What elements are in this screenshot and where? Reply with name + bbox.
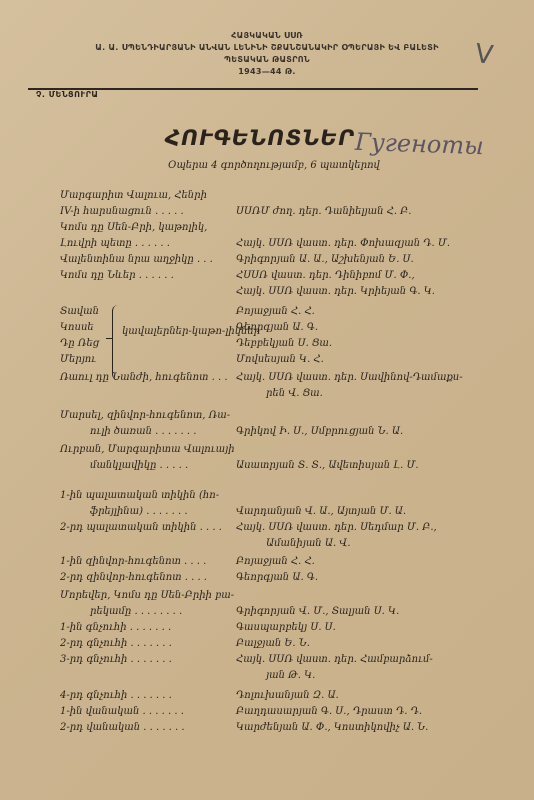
cast-actor: Գասպարբեկյ Ս. Ս. (236, 622, 336, 633)
cast-actor: Բոյաջյան Հ. Հ. (236, 556, 315, 567)
cast-role: րեկամը . . . . . . . . (90, 606, 183, 617)
cast-role: 4-րդ գնչուհի . . . . . . . (60, 690, 172, 701)
cast-actor: ՀՍՍՌ վաստ. դեր. Դինիբոմ Մ. Փ., (236, 270, 415, 281)
brace-label: կավալերներ-կաթո-լիկներ (122, 326, 261, 337)
cast-role: Դը Ռեց (60, 338, 100, 349)
cast-role: ֆրեյլինա) . . . . . . . (90, 506, 188, 517)
cast-actor: Հայկ. ՍՍՌ վաստ. դեր. Սեդմար Մ. Բ., (236, 522, 437, 533)
cast-role: 1-ին վանական . . . . . . . (60, 706, 184, 717)
opera-subtitle: Օպերա 4 գործողությամբ, 6 պատկերով (168, 160, 380, 171)
cast-role: Լուվրի պետը . . . . . . (60, 238, 170, 249)
cast-role: Մերյու (60, 354, 97, 365)
cast-actor: Գրիկով Ի. Ս., Սմբրուցյան Ն. Ա. (236, 426, 404, 437)
cast-role: Կոմս դը Սեն-Բրի, կաթոլիկ, (60, 222, 208, 233)
cast-actor: Ասատրյան Տ. Տ., Ավետիսյան Լ. Մ. (236, 460, 419, 471)
cast-role: Մարսել, զինվոր-հուգենոտ, Ռա- (60, 410, 231, 421)
cast-role: 1-ին զինվոր-հուգենոտ . . . . (60, 556, 207, 567)
cast-actor: Հայկ. ՍՍՌ վաստ. դեր. Սավինով-Դամաքս- (236, 372, 463, 383)
cast-role: 2-րդ գնչուհի . . . . . . . (60, 638, 172, 649)
cast-actor: Մովսեսյան Կ. Հ. (236, 354, 324, 365)
cast-role: IV-ի հարսնացուն . . . . . (60, 206, 184, 217)
page-label: Չ. ՄԵՆՑՈՒՐԱ (36, 90, 99, 99)
cast-actor: Դեբբեկյան Ս. Ցա. (236, 338, 333, 349)
cast-role: 2-րդ վանական . . . . . . . (60, 722, 185, 733)
cast-actor: Բաղդասարյան Գ. Ս., Դրաստ Դ. Դ. (236, 706, 423, 717)
cast-actor: Բալջյան Ե. Ն. (236, 638, 310, 649)
cast-role: 3-րդ գնչուհի . . . . . . . (60, 654, 172, 665)
cast-actor: Դոլուխանյան Զ. Ա. (236, 690, 339, 701)
cast-role: մանկլավիկը . . . . . (90, 460, 189, 471)
header-line-3: ՊԵՏԱԿԱՆ ԹԱՏՐՈՆ (224, 55, 310, 64)
brace-bracket (112, 305, 119, 380)
cast-actor: Հայկ. ՍՍՌ վաստ. դեր. Համբարձում- (236, 654, 433, 665)
cast-actor: Ամանիյան Ա. Վ. (266, 538, 351, 549)
cast-actor: Բոյաջյան Հ. Հ. (236, 306, 315, 317)
brace-tip (106, 338, 113, 339)
handwritten-note: Гугеноты (354, 127, 485, 161)
cast-role: ուլի ծառան . . . . . . . (90, 426, 197, 437)
cast-actor: Հայկ. ՍՍՌ վաստ. դեր. Փոխազյան Դ. Մ. (236, 238, 451, 249)
cast-actor: Գեորգյան Ա. Գ. (236, 572, 319, 583)
cast-role: Կոսսե (60, 322, 94, 333)
cast-actor: Վարդանյան Վ. Ա., Այտյան Մ. Ա. (236, 506, 407, 517)
cast-actor: յան Թ. Կ. (266, 670, 316, 681)
theatre-header (0, 30, 534, 78)
header-line-1: ՀԱՅԿԱԿԱՆ ՍՍՌ (231, 31, 303, 40)
cast-role: Տավան (60, 306, 99, 317)
opera-title: ՀՈՒԳԵՆՈՏՆԵՐ (165, 126, 355, 150)
cast-role: 2-րդ զինվոր-հուգենոտ . . . . (60, 572, 207, 583)
cast-role: 1-ին պալատական տիկին (հո- (60, 490, 220, 501)
cast-role: Մարգարիտ Վալուա, Հենրի (60, 190, 207, 201)
cast-role: Կոմս դը Նևեր . . . . . . (60, 270, 174, 281)
cast-actor: Գրիգորյան Վ. Մ., Տալյան Ս. Կ. (236, 606, 400, 617)
cast-role: Վալենտինա նրա աղջիկը . . . (60, 254, 213, 265)
cast-role: Մորեվեր, Կոմս դը Սեն-Բրիի բա- (60, 590, 235, 601)
cast-actor: Գեորգյան Ա. Գ. (236, 322, 319, 333)
cast-actor: Հայկ. ՍՍՌ վաստ. դեր. Կրիեյան Գ. Կ. (236, 286, 435, 297)
cast-role: Ռաուլ դը Նանժի, հուգենոտ . . . (60, 372, 228, 383)
check-mark: V (472, 38, 495, 72)
cast-actor: Կարժենյան Ա. Փ., Կոստիկովիչ Ա. Ն. (236, 722, 429, 733)
cast-actor: րեն Վ. Ցա. (266, 388, 323, 399)
cast-role: Ուրբան, Մարգարիտա Վալուայի (60, 444, 235, 455)
header-season: 1943—44 Թ. (238, 67, 296, 76)
cast-role: 1-ին գնչուհի . . . . . . . (60, 622, 172, 633)
cast-role: 2-րդ պալատական տիկին . . . . (60, 522, 222, 533)
header-line-2: Ա. Ա. ՍՊԵՆԴԻԱՐՅԱՆԻ ԱՆՎԱՆ ԼԵՆԻՆԻ ՇՔԱՆՇԱՆԱԿԻՐ ՕՊԵՐԱՅԻ ԵՎ ԲԱԼԵՏԻ (95, 43, 439, 52)
cast-actor: Գրիգորյան Ա. Ա., Աշխենյան Ե. Ս. (236, 254, 414, 265)
cast-actor: ՍՍՌՄ ժող. դեր. Դանիելյան Հ. Բ. (236, 206, 412, 217)
